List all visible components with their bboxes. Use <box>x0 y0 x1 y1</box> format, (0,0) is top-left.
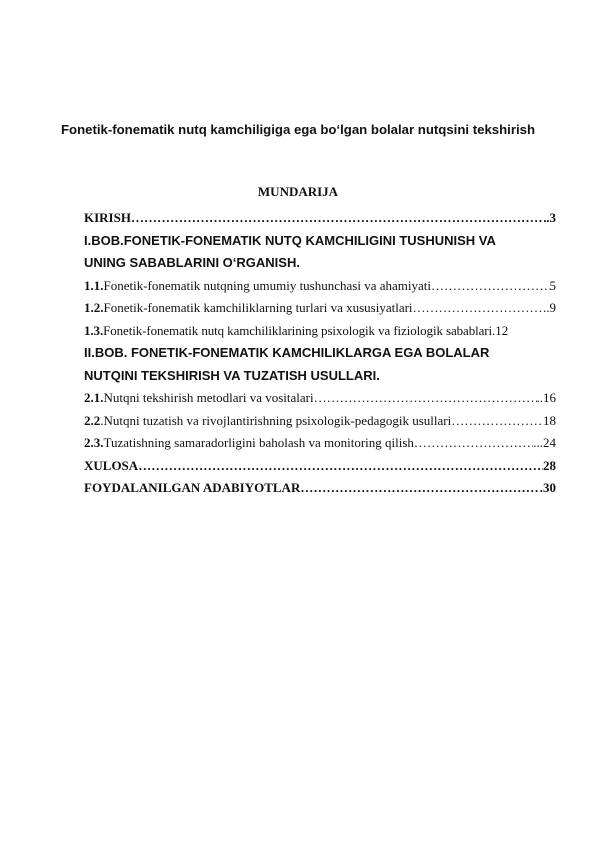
toc-entry-page: .30 <box>539 480 556 495</box>
toc-entry-number: 2.1. <box>84 390 104 405</box>
toc-entry-1-1 <box>84 275 556 298</box>
toc-chapter-title: II.BOB. FONETIK-FONEMATIK KAMCHILIKLARGA EGA BOLALAR <box>84 345 490 360</box>
toc-leader-dots <box>131 207 546 230</box>
toc-chapter-1-line-1 <box>84 230 556 253</box>
toc-entry-1-2 <box>84 297 556 320</box>
toc-entry-label: KIRISH <box>84 210 131 225</box>
toc-entry-label: Fonetik-fonematik kamchiliklarning turlari va xususiyatlari <box>103 300 413 315</box>
toc-entry-number: 2.2 <box>84 412 101 428</box>
toc-chapter-title: I.BOB.FONETIK-FONEMATIK NUTQ KAMCHILIGINI TUSHUNISH VA <box>84 232 496 248</box>
toc-entry-page: ..16 <box>536 390 556 405</box>
toc-entry-page: 18 <box>543 412 556 428</box>
table-of-contents <box>84 207 556 500</box>
toc-entry-label: .Nutqni tuzatish va rivojlantirishning psixologik-pedagogik usullari <box>100 412 452 428</box>
toc-entry-number: 1.3. <box>84 322 104 338</box>
toc-entry-label: Fonetik-fonematik nutqning umumiy tushunchasi va ahamiyati <box>103 277 431 293</box>
toc-entry-xulosa <box>84 455 556 478</box>
toc-leader-dots <box>300 477 539 500</box>
toc-entry-page: ...24 <box>533 435 556 450</box>
toc-chapter-1-line-2 <box>84 252 556 275</box>
toc-entry-label: XULOSA <box>84 457 139 473</box>
toc-entry-label: Tuzatishning samaradorligini baholash va monitoring qilish <box>103 435 414 450</box>
toc-entry-label: Fonetik-fonematik nutq kamchiliklarining psixologik va fiziologik sabablari. <box>103 322 496 338</box>
toc-entry-2-2 <box>84 410 556 433</box>
toc-chapter-2-line-1 <box>84 342 556 365</box>
toc-entry-2-1 <box>84 387 556 410</box>
toc-entry-label: FOYDALANILGAN ADABIYOTLAR <box>84 480 301 495</box>
toc-entry-page: 12 <box>495 322 509 338</box>
toc-chapter-title: NUTQINI TEKSHIRISH VA TUZATISH USULLARI. <box>84 367 380 383</box>
toc-chapter-2-line-2 <box>84 365 556 388</box>
toc-entry-2-3 <box>84 432 556 455</box>
toc-entry-page: .3 <box>546 210 556 225</box>
toc-entry-number: 2.3. <box>84 435 104 450</box>
toc-entry-number: 1.2. <box>84 300 104 315</box>
toc-entry-kirish <box>84 207 556 230</box>
document-title: Fonetik-fonematik nutq kamchiligiga ega bo‘lgan bolalar nutqsini tekshirish <box>60 122 536 137</box>
toc-leader-dots <box>431 275 550 298</box>
toc-entry-number: 1.1. <box>84 277 104 293</box>
toc-chapter-title: UNING SABABLARINI O‘RGANISH. <box>84 255 300 270</box>
toc-heading: MUNDARIJA <box>257 184 339 199</box>
toc-entry-label: Nutqni tekshirish metodlari va vositalari <box>103 390 314 405</box>
toc-leader-dots <box>138 455 543 478</box>
toc-entry-adabiyotlar <box>84 477 556 500</box>
toc-entry-page: 28 <box>543 457 556 473</box>
toc-leader-dots <box>413 297 543 320</box>
toc-leader-dots <box>314 387 537 410</box>
toc-entry-1-3 <box>84 320 556 343</box>
toc-leader-dots <box>414 432 533 455</box>
toc-leader-dots <box>451 410 543 433</box>
toc-entry-page: 5 <box>549 277 556 293</box>
toc-entry-page: ..9 <box>543 300 556 315</box>
